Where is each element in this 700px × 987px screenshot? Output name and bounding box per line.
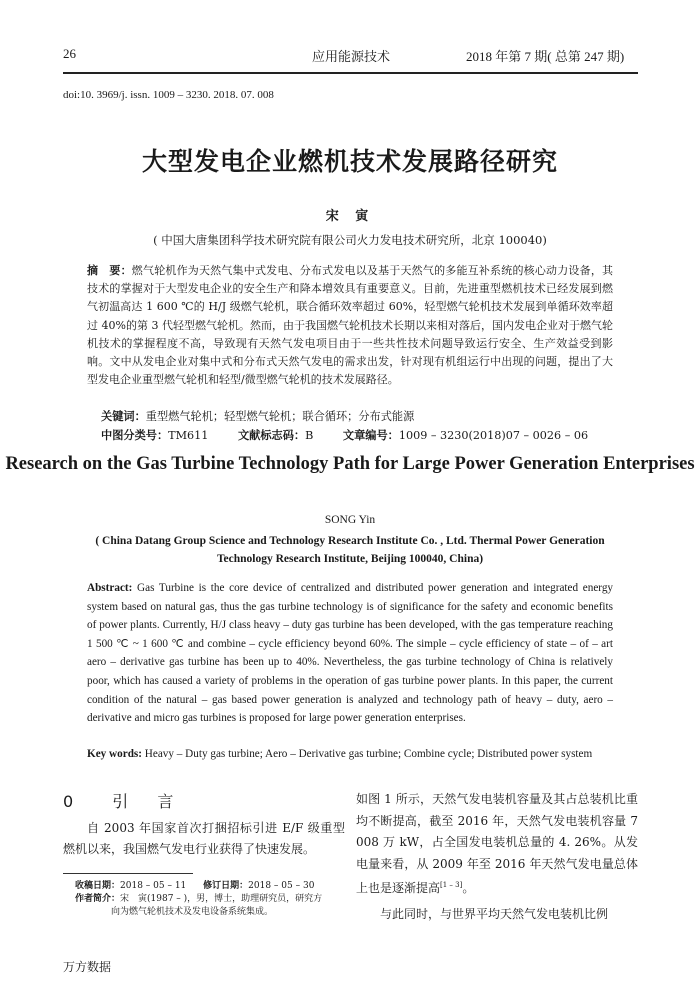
body-right-para1: 如图 1 所示，天然气发电装机容量及其占总装机比重均不断提高，截至 2016 年，天然气发电装机容量 7 008 万 kW，占全国发电装机总量的 4. 26%。从发电量来看，从 2009 年至 2016 年天然气发电量总体上也是逐渐提高 xyxy=(356,792,638,895)
author-cn: 宋 寅 xyxy=(325,209,375,224)
abstract-cn xyxy=(87,262,613,389)
clc-label: 中图分类号： xyxy=(101,429,169,442)
revised-date: 2018 – 05 – 30 xyxy=(248,881,315,891)
citation: [1 – 3] xyxy=(440,881,463,889)
section-title: 引 言 xyxy=(112,792,186,811)
doc-code-value: B xyxy=(305,429,314,442)
keywords-cn xyxy=(101,408,414,424)
keywords-cn-label: 关键词： xyxy=(101,410,146,423)
footnote-rule xyxy=(63,873,193,874)
abstract-en-label: Abstract: xyxy=(87,582,133,594)
section-heading xyxy=(63,789,185,812)
title-en xyxy=(0,452,700,477)
abstract-en-text: Gas Turbine is the core device of centralized and distributed power generation and integrated energy system based on natural gas, thus the gas turbine technology is of significance for the safety and economic benefits of power plants. Currently, H/J class heavy – duty gas turbine has been developed, with the gas temperature reaching 1 500 ℃ ~ 1 600 ℃ and combine – cycle efficiency beyond 60%. The simple – cycle efficiency of state – of – art aero – derivative gas turbine has been up to 40%. Nevertheless, the gas turbine technology of China is relatively poor, which has caused a variety of problems in the operation of gas turbine power plants. In this paper, the current condition of the natural – gas based power generation is analyzed and technology path of heavy – duty, aero – derivative and micro gas turbines is proposed for large power generation enterprises. xyxy=(87,582,614,725)
keywords-en-label: Key words: xyxy=(87,748,142,760)
article-id-value: 1009 – 3230(2018)07 – 0026 – 06 xyxy=(398,429,589,442)
abstract-cn-label: 摘 要： xyxy=(87,264,132,277)
bio-label: 作者简介： xyxy=(75,894,121,904)
body-left: 自 2003 年国家首次打捆招标引进 E/F 级重型燃机以来，我国燃气发电行业获得了快速发展。 xyxy=(63,821,345,856)
classification-row xyxy=(101,427,588,443)
affiliation-en: ( China Datang Group Science and Technology Research Institute Co. , Ltd. Thermal Power Generation Technology Research Institute, Beijing 100040, China) xyxy=(95,535,605,565)
footnote xyxy=(75,880,350,919)
watermark: 万方数据 xyxy=(63,960,112,974)
title-cn: 大型发电企业燃机技术发展路径研究 xyxy=(141,147,558,176)
doi: doi:10. 3969/j. issn. 1009 – 3230. 2018. 07. 008 xyxy=(63,89,274,101)
bio-line-1: 宋 寅(1987 – )，男，博士，助理研究员，研究方 xyxy=(120,894,323,904)
title-en-text: Research on the Gas Turbine Technology Path for Large Power Generation Enterprises xyxy=(5,454,695,474)
doc-code-label: 文献标志码： xyxy=(237,429,306,442)
clc-value: TM611 xyxy=(168,429,209,442)
revised-label: 修订日期： xyxy=(203,881,249,891)
author-en: SONG Yin xyxy=(324,514,376,526)
affiliation-cn: ( 中国大唐集团科学技术研究院有限公司火力发电技术研究所，北京 100040) xyxy=(153,233,547,247)
keywords-en-text: Heavy – Duty gas turbine; Aero – Derivative gas turbine; Combine cycle; Distributed power system xyxy=(144,748,593,760)
received-label: 收稿日期： xyxy=(75,881,121,891)
issue-info: 2018 年第 7 期( 总第 247 期) xyxy=(466,49,625,64)
bio-line-2: 向为燃气轮机技术及发电设备系统集成。 xyxy=(111,907,274,917)
header-rule xyxy=(63,72,638,74)
abstract-en xyxy=(87,579,613,728)
body-right-para2: 与此同时，与世界平均天然气发电装机比例 xyxy=(380,906,609,921)
body-right-para1-end: 。 xyxy=(462,881,475,895)
received-date: 2018 – 05 – 11 xyxy=(120,881,187,891)
abstract-cn-text: 燃气轮机作为天然气集中式发电、分布式发电以及基于天然气的多能互补系统的核心动力设备，其技术的掌握对于大型发电企业的安全生产和降本增效具有重要意义。目前，先进重型燃机技术已经发展到燃气初温高达 1 600 ℃的 H/J 级燃气轮机，联合循环效率超过 60%，轻型燃气轮机技术发展到单循环效率超过 40%的第 3 代轻型燃气轮机。然而，由于我国燃气轮机技术长期以来相对落后，国内发电企业对于燃气轮机技术的掌握程度不高，导致现有天然气发电项目由于一些共性技术问题导致运行安全、生产效益受到影响。文中从发电企业对集中式和分布式天然气发电的需求出发，针对现有机组运行中出现的问题，提出了大型发电企业重型燃气轮机和轻型/微型燃气轮机的技术发展路径。 xyxy=(87,264,614,387)
page-number: 26 xyxy=(63,46,76,61)
journal-name: 应用能源技术 xyxy=(312,49,391,64)
keywords-cn-text: 重型燃气轮机；轻型燃气轮机；联合循环；分布式能源 xyxy=(145,410,415,423)
keywords-en xyxy=(87,745,613,764)
section-number: 0 xyxy=(63,792,86,811)
article-id-label: 文章编号： xyxy=(342,429,399,442)
body-right xyxy=(356,789,638,925)
